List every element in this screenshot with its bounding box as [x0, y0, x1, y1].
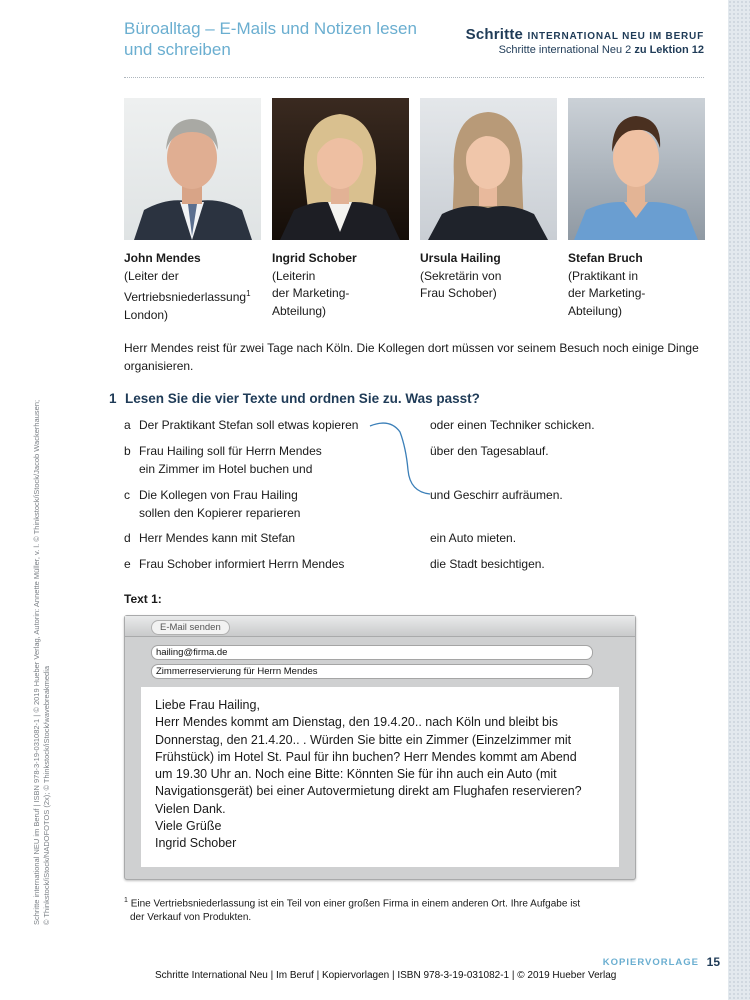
footnote-text: der Verkauf von Produkten. — [130, 912, 252, 924]
send-email-tab[interactable]: E-Mail senden — [151, 620, 230, 635]
person-name: Ursula Hailing — [420, 251, 501, 265]
series-name: Schritte — [465, 26, 524, 43]
caption-ursula-hailing — [420, 250, 560, 303]
match-left-text: Der Praktikant Stefan soll etwas kopieren — [139, 418, 359, 432]
series-logo — [466, 26, 704, 43]
caption-john-mendes — [124, 250, 264, 324]
task-heading — [109, 391, 480, 406]
email-line: Vielen Dank. — [155, 801, 226, 816]
series-header — [466, 26, 704, 56]
match-left-text: Herr Mendes kann mit Stefan — [139, 531, 296, 545]
match-left-a — [124, 417, 394, 435]
match-right-1: oder einen Techniker schicken. — [430, 418, 595, 432]
page-number: 15 — [706, 955, 720, 969]
match-left-c — [124, 487, 394, 522]
person-role-line: Abteilung) — [272, 303, 327, 318]
email-window — [124, 615, 636, 880]
match-left-text: Die Kollegen von Frau Hailing — [139, 488, 298, 502]
example-connector-line — [360, 418, 432, 500]
match-left-text: Frau Schober informiert Herrn Mendes — [139, 557, 345, 571]
match-left-text: Frau Hailing soll für Herrn Mendes — [139, 444, 322, 458]
caption-ingrid-schober — [272, 250, 412, 320]
email-line: Liebe Frau Hailing, — [155, 698, 260, 712]
match-right-3: und Geschirr aufräumen. — [430, 488, 563, 502]
person-role-line: (Leiterin — [272, 268, 316, 283]
footnote-number: 1 — [124, 897, 128, 904]
match-letter: e — [124, 557, 131, 571]
header-divider — [124, 77, 704, 78]
footnote-text: Eine Vertriebsniederlassung ist ein Teil von einer großen Firma in einem anderen Ort. Ihre Aufgabe ist — [130, 898, 581, 910]
email-text — [155, 697, 610, 853]
intro-text: Herr Mendes reist für zwei Tage nach Köln. Die Kollegen dort müssen vor seinem Besuch noch einige Dinge organisieren. — [124, 341, 699, 373]
person-role-line: London) — [124, 307, 169, 322]
person-name: Stefan Bruch — [568, 251, 643, 265]
page-title: Büroalltag – E-Mails und Notizen lesen und schreiben — [124, 19, 417, 59]
email-line: Donnerstag, den 21.4.20.. . Würden Sie bitte ein Zimmer (Einzelzimmer mit — [155, 732, 572, 747]
footnote — [124, 894, 624, 925]
person-role-line: (Praktikant in — [568, 268, 639, 283]
text-1-label: Text 1: — [124, 592, 162, 606]
kopiervorlage-label: KOPIERVORLAGE — [602, 957, 699, 968]
photo-ingrid-schober — [272, 98, 409, 240]
email-line: Frühstück) im Hotel St. Paul für ihn buchen? Herr Mendes kommt am Abend — [155, 749, 577, 764]
person-role-line: (Sekretärin von — [420, 268, 502, 283]
match-left-d — [124, 530, 394, 548]
match-right-2: über den Tagesablauf. — [430, 444, 549, 458]
email-line: Herr Mendes kommt am Dienstag, den 19.4.20.. nach Köln und bleibt bis — [155, 715, 558, 730]
email-line: um 19.30 Uhr an. Noch eine Bitte: Könnten Sie für ihn auch ein Auto (mit — [155, 767, 557, 782]
match-letter: c — [124, 488, 130, 502]
footer-credit: Schritte International Neu | Im Beruf | Kopiervorlagen | ISBN 978-3-19-031082-1 | © 2019 Hueber Verlag — [155, 970, 617, 981]
email-toolbar — [125, 616, 635, 637]
photo-ursula-hailing — [420, 98, 557, 240]
footnote-marker: 1 — [246, 289, 251, 298]
person-role-line: Vertriebsniederlassung$^1$ — [124, 289, 251, 304]
page-edge-pattern — [728, 0, 750, 1000]
email-line: Viele Grüße — [155, 819, 222, 834]
match-letter: a — [124, 418, 131, 432]
person-role-line: (Leiter der — [124, 268, 179, 283]
person-role-line: der Marketing- — [568, 286, 646, 300]
task-instruction: Lesen Sie die vier Texte und ordnen Sie zu. Was passt? — [125, 391, 480, 406]
match-left-text: ein Zimmer im Hotel buchen und — [139, 461, 313, 476]
person-name: John Mendes — [124, 251, 201, 265]
match-letter: b — [124, 444, 131, 458]
caption-stefan-bruch — [568, 250, 708, 320]
copyright-line: Schritte international NEU im Beruf | ISBN 978-3-19-031082-1 | © 2019 Hueber Verlag, Autorin: Annette Müller, v. l. © Thinkstock/iStock/Jacob Wackerhausen; — [32, 399, 41, 925]
photo-john-mendes — [124, 98, 261, 240]
match-right-4: ein Auto mieten. — [430, 531, 517, 545]
email-subject-field[interactable]: Zimmerreservierung für Herrn Mendes — [151, 664, 593, 679]
copyright-line: © Thinkstock/iStock/NADOFOTOS (2x); © Thinkstock/iStock/wavebreakmedia — [42, 665, 51, 925]
series-tagline: INTERNATIONAL NEU IM BERUF — [527, 31, 704, 42]
lesson-number: zu Lektion 12 — [634, 44, 704, 56]
match-letter: d — [124, 531, 131, 545]
person-name: Ingrid Schober — [272, 251, 357, 265]
person-role-line: Frau Schober) — [420, 286, 497, 300]
copyright-sidebar — [32, 325, 62, 925]
email-line: Navigationsgerät) bei einer Autovermietung direkt am Flughafen reservieren? — [155, 784, 582, 799]
match-left-b — [124, 443, 394, 478]
lesson-reference — [466, 44, 704, 56]
person-role-line: Abteilung) — [568, 303, 623, 318]
email-to-field[interactable]: hailing@firma.de — [151, 645, 593, 660]
match-left-text: sollen den Kopierer reparieren — [139, 505, 301, 520]
match-right-5: die Stadt besichtigen. — [430, 557, 545, 571]
email-line: Ingrid Schober — [155, 836, 237, 851]
book-title: Schritte international Neu 2 — [498, 44, 632, 56]
photo-stefan-bruch — [568, 98, 705, 240]
match-left-e — [124, 556, 394, 574]
task-number: 1 — [109, 391, 117, 406]
person-role-line: der Marketing- — [272, 286, 350, 300]
email-body[interactable] — [141, 687, 619, 867]
